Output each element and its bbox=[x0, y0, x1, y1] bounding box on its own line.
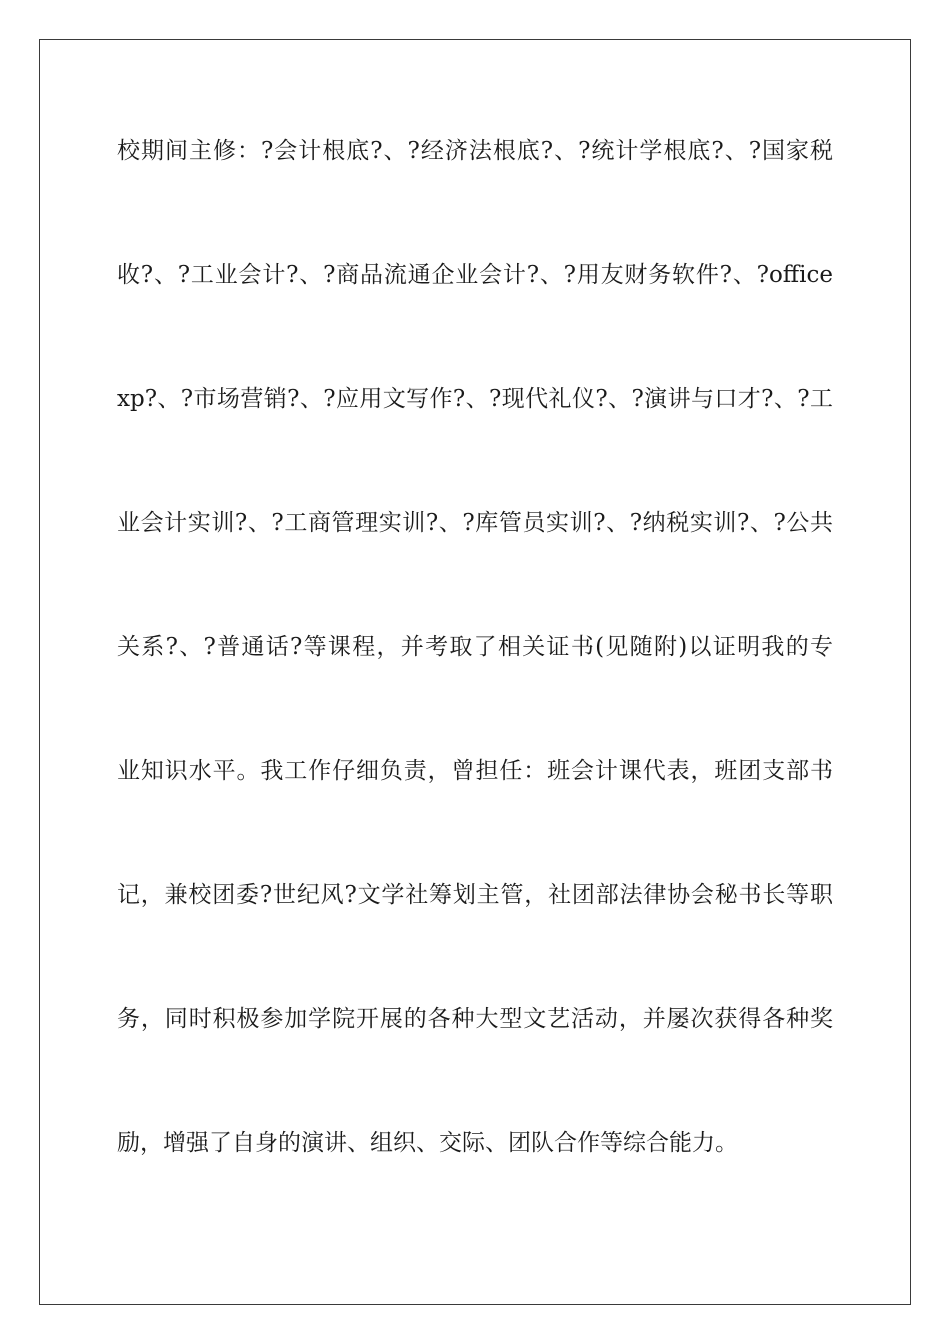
page-border bbox=[39, 39, 911, 1305]
paragraph-line-5: 关系?、?普通话?等课程，并考取了相关证书(见随附)以证明我的专 bbox=[117, 634, 833, 660]
paragraph-line-8: 务，同时积极参加学院开展的各种大型文艺活动，并屡次获得各种奖 bbox=[117, 1006, 833, 1032]
paragraph-line-7: 记，兼校团委?世纪风?文学社筹划主管，社团部法律协会秘书长等职 bbox=[117, 882, 833, 908]
paragraph-line-2: 收?、?工业会计?、?商品流通企业会计?、?用友财务软件?、?office bbox=[117, 262, 833, 288]
paragraph-line-1: 校期间主修：?会计根底?、?经济法根底?、?统计学根底?、?国家税 bbox=[117, 138, 833, 164]
paragraph-line-6: 业知识水平。我工作仔细负责，曾担任：班会计课代表，班团支部书 bbox=[117, 758, 833, 784]
paragraph-line-3: xp?、?市场营销?、?应用文写作?、?现代礼仪?、?演讲与口才?、?工 bbox=[117, 386, 833, 412]
paragraph-line-9: 励，增强了自身的演讲、组织、交际、团队合作等综合能力。 bbox=[117, 1130, 738, 1156]
paragraph-line-4: 业会计实训?、?工商管理实训?、?库管员实训?、?纳税实训?、?公共 bbox=[117, 510, 833, 536]
